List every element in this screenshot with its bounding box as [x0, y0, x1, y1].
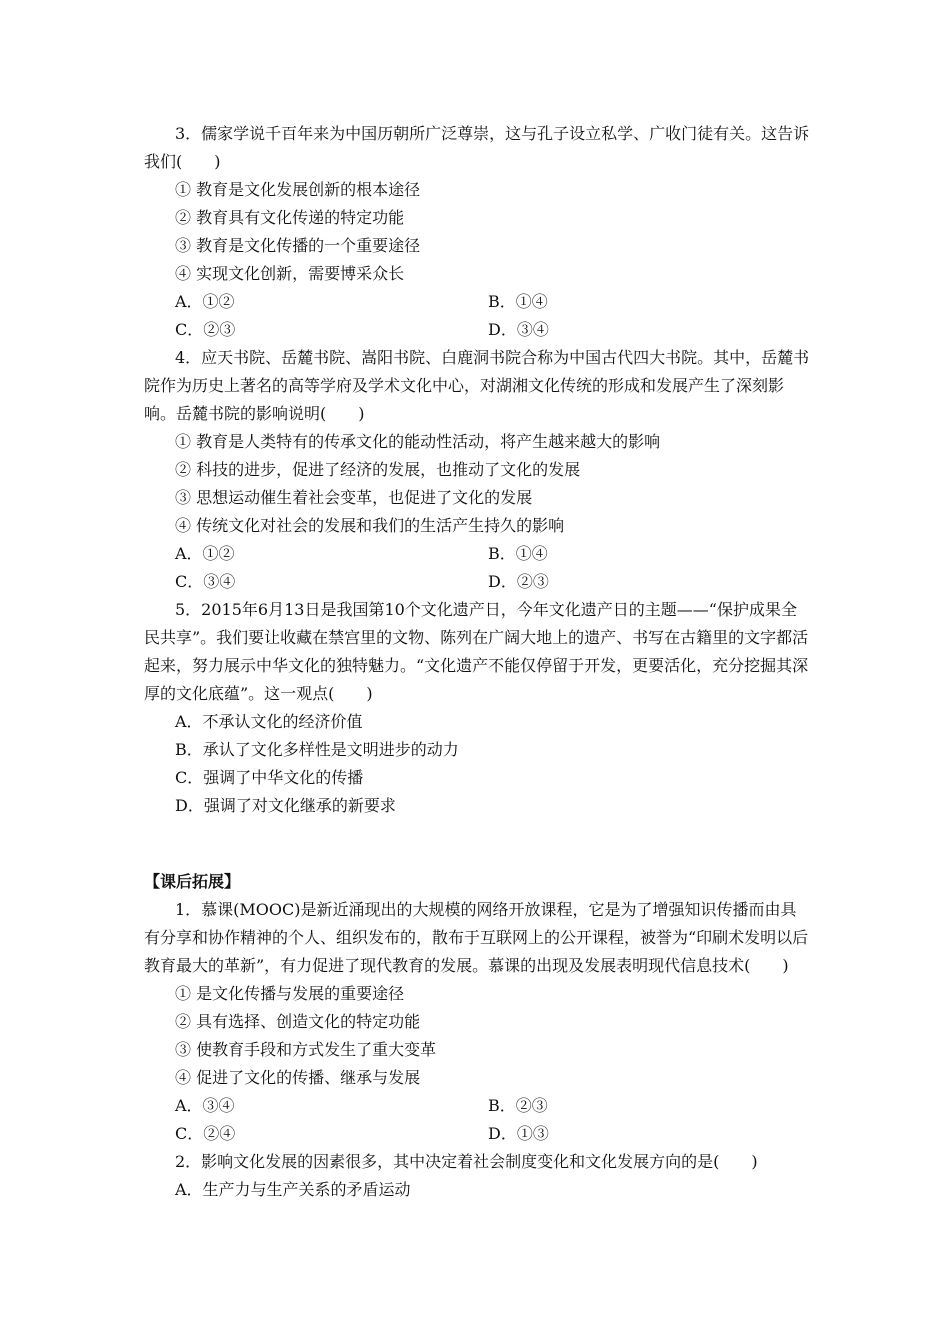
answer-option: A．①② — [175, 544, 235, 563]
answer-option: A．③④ — [175, 1096, 235, 1115]
answer-option: B．①④ — [488, 292, 548, 311]
statement-item: ① 教育是人类特有的传承文化的能动性活动，将产生越来越大的影响 — [175, 432, 661, 451]
question-stem: 4．应天书院、岳麓书院、嵩阳书院、白鹿洞书院合称为中国古代四大书院。其中，岳麓书院作为历史上著名的高等学府及学术文化中心，对湖湘文化传统的形成和发展产生了深刻影响。岳麓书院的影响说明( ) — [144, 348, 810, 423]
question-stem: 5．2015年6月13日是我国第10个文化遗产日，今年文化遗产日的主题——“保护成果全民共享”。我们要让收藏在禁宫里的文物、陈列在广阔大地上的遗产、书写在古籍里的文字都活起来，努力展示中华文化的独特魅力。“文化遗产不能仅停留于开发，更要活化，充分挖掘其深厚的文化底蕴”。这一观点( ) — [144, 600, 809, 703]
answer-options-row — [144, 316, 812, 344]
answer-options-row — [144, 288, 812, 316]
answer-option: C．②③ — [175, 320, 236, 339]
section-spacer — [144, 820, 812, 868]
statement-item: ④ 促进了文化的传播、继承与发展 — [175, 1068, 421, 1087]
statement-item: ① 是文化传播与发展的重要途径 — [175, 984, 405, 1003]
question-4 — [144, 344, 812, 596]
question-stem: 2．影响文化发展的因素很多，其中决定着社会制度变化和文化发展方向的是( ) — [175, 1152, 758, 1171]
answer-option: D．强调了对文化继承的新要求 — [175, 796, 396, 815]
answer-options-row — [144, 1092, 812, 1120]
extension-question-2 — [144, 1148, 812, 1204]
answer-options-row — [144, 568, 812, 596]
section-heading: 【课后拓展】 — [144, 872, 241, 891]
statement-item: ④ 实现文化创新，需要博采众长 — [175, 264, 405, 283]
answer-options-row — [144, 1120, 812, 1148]
statement-item: ③ 教育是文化传播的一个重要途径 — [175, 236, 421, 255]
answer-option: C．②④ — [175, 1124, 236, 1143]
question-stem: 3．儒家学说千百年来为中国历朝所广泛尊崇，这与孔子设立私学、广收门徒有关。这告诉我们( ) — [144, 124, 810, 171]
answer-option: A．不承认文化的经济价值 — [175, 712, 363, 731]
statement-item: ② 教育具有文化传递的特定功能 — [175, 208, 405, 227]
statement-item: ③ 思想运动催生着社会变革，也促进了文化的发展 — [175, 488, 533, 507]
extension-question-1 — [144, 896, 812, 1148]
statement-item: ④ 传统文化对社会的发展和我们的生活产生持久的影响 — [175, 516, 565, 535]
statement-item: ③ 使教育手段和方式发生了重大变革 — [175, 1040, 437, 1059]
question-stem: 1．慕课(MOOC)是新近涌现出的大规模的网络开放课程，它是为了增强知识传播而由具有分享和协作精神的个人、组织发布的，散布于互联网上的公开课程，被誉为“印刷术发明以后教育最大的革新”，有力促进了现代教育的发展。慕课的出现及发展表明现代信息技术( ) — [144, 900, 809, 975]
answer-option: B．②③ — [488, 1096, 548, 1115]
answer-option: A．①② — [175, 292, 235, 311]
answer-option: B．①④ — [488, 544, 548, 563]
answer-option: D．②③ — [488, 572, 549, 591]
answer-option: C．③④ — [175, 572, 236, 591]
answer-option: D．③④ — [488, 320, 549, 339]
statement-item: ② 具有选择、创造文化的特定功能 — [175, 1012, 421, 1031]
answer-option: A．生产力与生产关系的矛盾运动 — [175, 1180, 411, 1199]
document-content — [144, 120, 812, 1204]
statement-item: ① 教育是文化发展创新的根本途径 — [175, 180, 421, 199]
question-5 — [144, 596, 812, 820]
answer-option: C．强调了中华文化的传播 — [175, 768, 364, 787]
answer-option: D．①③ — [488, 1124, 549, 1143]
answer-option: B．承认了文化多样性是文明进步的动力 — [175, 740, 459, 759]
statement-item: ② 科技的进步，促进了经济的发展，也推动了文化的发展 — [175, 460, 581, 479]
question-3 — [144, 120, 812, 344]
answer-options-row — [144, 540, 812, 568]
